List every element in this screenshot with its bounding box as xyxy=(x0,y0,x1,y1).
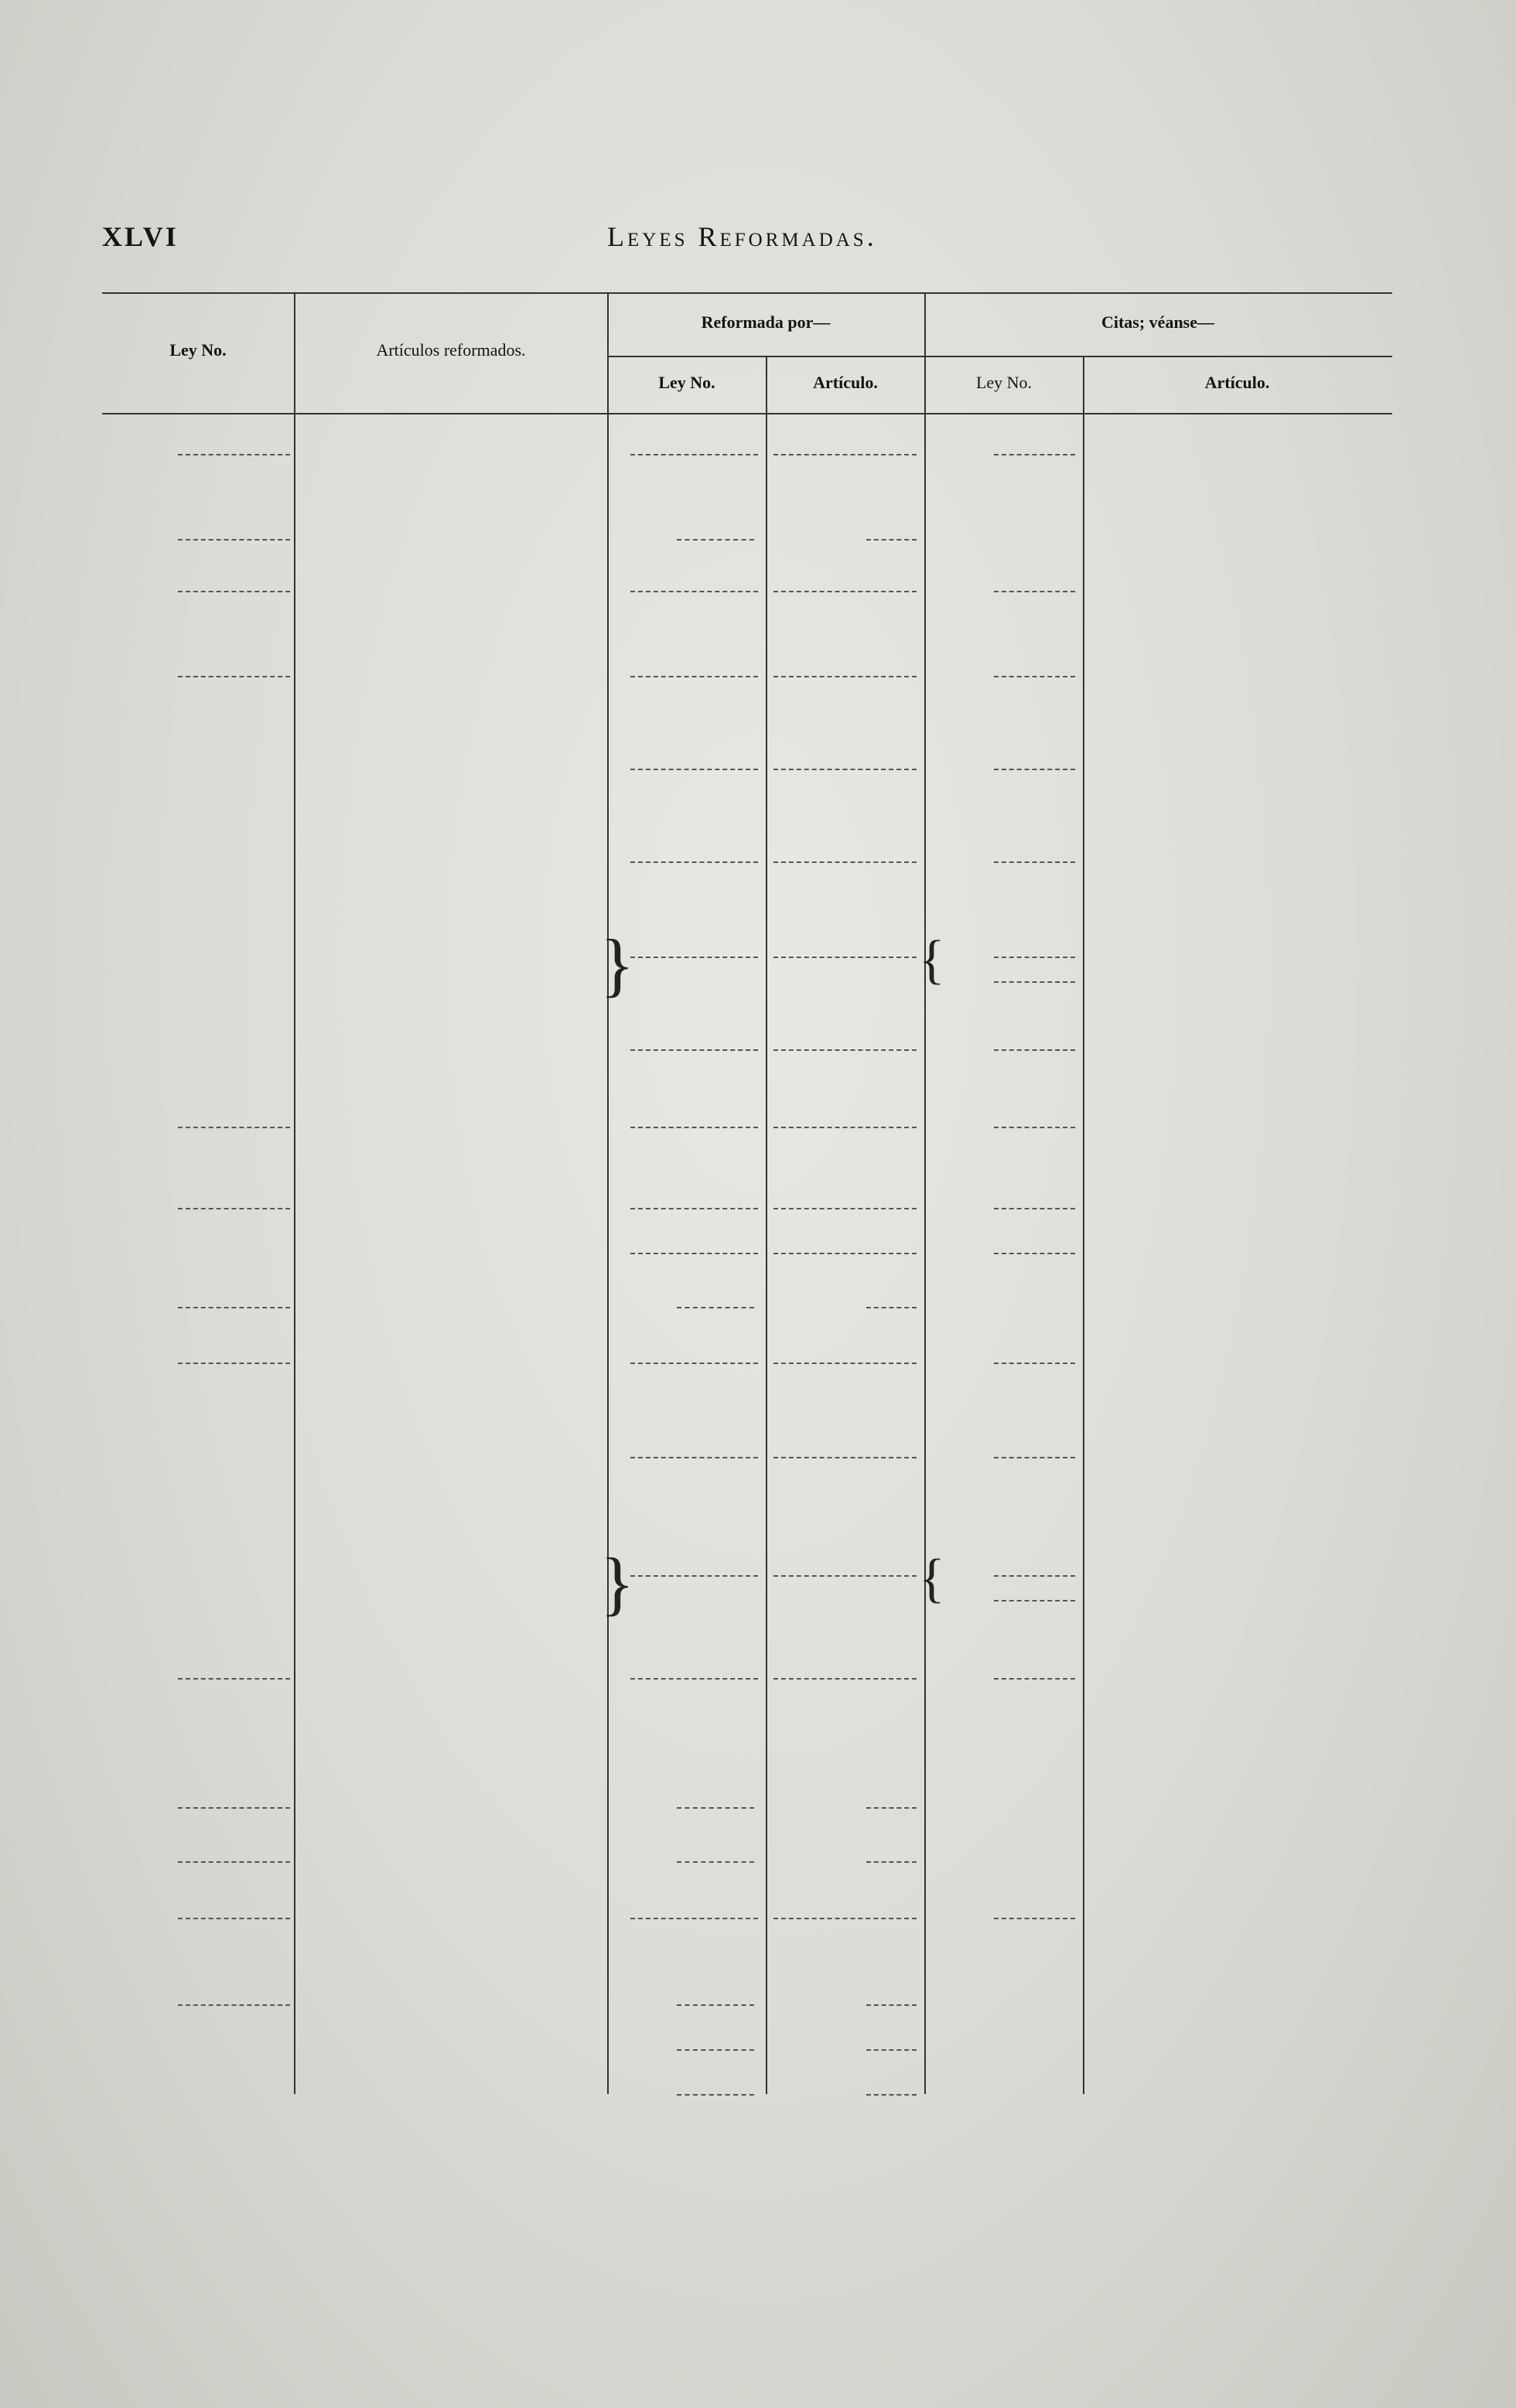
dotted-leader xyxy=(178,454,290,455)
dotted-leader xyxy=(178,1861,290,1863)
dotted-leader xyxy=(866,2004,917,2006)
header-articulos: Artículos reformados. xyxy=(376,340,526,360)
column-divider xyxy=(766,356,767,2094)
table-top-rule xyxy=(102,292,1392,294)
dotted-leader xyxy=(994,676,1075,677)
dotted-leader xyxy=(677,1307,754,1308)
header-reformada-por: Reformada por— xyxy=(701,312,831,332)
subheader-rule xyxy=(607,356,1392,357)
dotted-leader xyxy=(866,1861,917,1863)
page-number: XLVI xyxy=(102,221,179,252)
brace-mark: { xyxy=(919,1549,945,1608)
dotted-leader xyxy=(773,1363,917,1364)
dotted-leader xyxy=(630,1575,758,1577)
dotted-leader xyxy=(677,1807,754,1809)
dotted-leader xyxy=(994,1575,1075,1577)
column-divider xyxy=(1083,356,1084,2094)
dotted-leader xyxy=(773,769,917,770)
dotted-leader xyxy=(630,769,758,770)
dotted-leader xyxy=(630,1363,758,1364)
dotted-leader xyxy=(773,957,917,958)
column-divider xyxy=(607,292,609,2094)
dotted-leader xyxy=(994,454,1075,455)
brace-mark: { xyxy=(919,930,945,990)
dotted-leader xyxy=(773,1253,917,1254)
header-citas: Citas; véanse— xyxy=(1101,312,1215,332)
dotted-leader xyxy=(994,1127,1075,1128)
header-ley-no: Ley No. xyxy=(169,340,227,360)
dotted-leader xyxy=(178,1208,290,1209)
subheader-cit-articulo: Artículo. xyxy=(1204,373,1270,392)
dotted-leader xyxy=(630,957,758,958)
dotted-leader xyxy=(994,957,1075,958)
dotted-leader xyxy=(178,539,290,541)
dotted-leader xyxy=(773,1049,917,1051)
subheader-ref-articulo: Artículo. xyxy=(813,373,878,392)
dotted-leader xyxy=(630,1918,758,1919)
header-bottom-rule xyxy=(102,413,1392,414)
subheader-cit-ley-no: Ley No. xyxy=(975,373,1033,392)
dotted-leader xyxy=(178,1807,290,1809)
dotted-leader xyxy=(773,1678,917,1680)
dotted-leader xyxy=(773,1208,917,1209)
dotted-leader xyxy=(630,676,758,677)
dotted-leader xyxy=(178,1678,290,1680)
dotted-leader xyxy=(178,1918,290,1919)
dotted-leader xyxy=(630,1208,758,1209)
brace-mark: } xyxy=(600,925,635,1004)
dotted-leader xyxy=(773,1457,917,1458)
dotted-leader xyxy=(994,1208,1075,1209)
dotted-leader xyxy=(994,1457,1075,1458)
dotted-leader xyxy=(994,1363,1075,1364)
dotted-leader xyxy=(866,2049,917,2051)
dotted-leader xyxy=(630,1127,758,1128)
dotted-leader xyxy=(773,1575,917,1577)
dotted-leader xyxy=(630,1253,758,1254)
column-divider xyxy=(924,292,926,2094)
dotted-leader xyxy=(994,1918,1075,1919)
subheader-ref-ley-no: Ley No. xyxy=(658,373,715,392)
dotted-leader xyxy=(866,1307,917,1308)
dotted-leader xyxy=(773,861,917,863)
dotted-leader xyxy=(630,1049,758,1051)
dotted-leader xyxy=(866,1807,917,1809)
dotted-leader xyxy=(178,1127,290,1128)
dotted-leader xyxy=(677,2004,754,2006)
dotted-leader xyxy=(630,1678,758,1680)
brace-mark: } xyxy=(600,1543,635,1622)
dotted-leader xyxy=(630,1457,758,1458)
dotted-leader xyxy=(866,539,917,541)
dotted-leader xyxy=(677,2094,754,2096)
page-title: Leyes Reformadas. xyxy=(607,221,877,252)
dotted-leader xyxy=(994,769,1075,770)
dotted-leader xyxy=(178,1307,290,1308)
dotted-leader xyxy=(178,2004,290,2006)
dotted-leader xyxy=(178,591,290,592)
dotted-leader xyxy=(773,454,917,455)
dotted-leader xyxy=(677,2049,754,2051)
dotted-leader xyxy=(630,454,758,455)
dotted-leader xyxy=(994,1600,1075,1601)
dotted-leader xyxy=(773,1127,917,1128)
dotted-leader xyxy=(994,1049,1075,1051)
dotted-leader xyxy=(994,591,1075,592)
dotted-leader xyxy=(773,676,917,677)
dotted-leader xyxy=(994,1253,1075,1254)
dotted-leader xyxy=(994,861,1075,863)
dotted-leader xyxy=(773,591,917,592)
dotted-leader xyxy=(773,1918,917,1919)
dotted-leader xyxy=(630,861,758,863)
dotted-leader xyxy=(178,676,290,677)
dotted-leader xyxy=(994,981,1075,983)
dotted-leader xyxy=(178,1363,290,1364)
column-divider xyxy=(294,292,295,2094)
dotted-leader xyxy=(630,591,758,592)
dotted-leader xyxy=(677,1861,754,1863)
dotted-leader xyxy=(994,1678,1075,1680)
dotted-leader xyxy=(866,2094,917,2096)
dotted-leader xyxy=(677,539,754,541)
